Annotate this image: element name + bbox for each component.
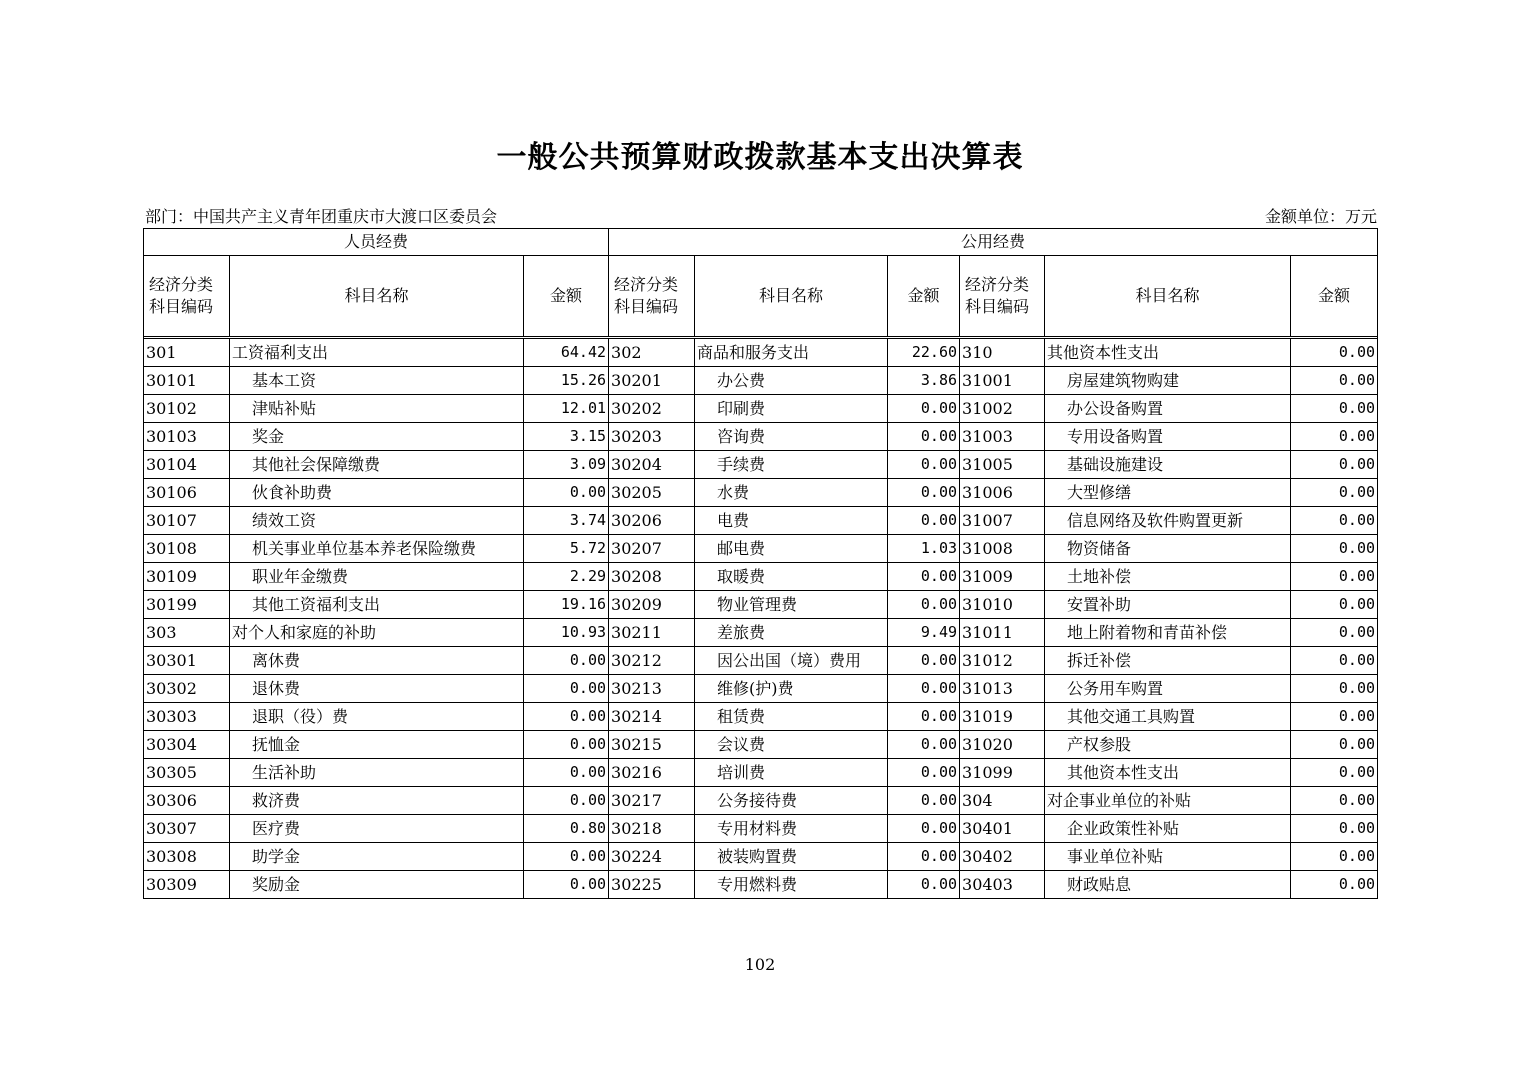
- amount-cell: 0.00: [1291, 339, 1378, 367]
- amount-cell: 0.00: [1291, 675, 1378, 703]
- code-cell: 30306: [144, 787, 230, 815]
- code-cell: 30103: [144, 423, 230, 451]
- amount-cell: 9.49: [888, 619, 960, 647]
- name-cell: 助学金: [230, 843, 524, 871]
- name-cell: 生活补助: [230, 759, 524, 787]
- code-cell: 30203: [609, 423, 695, 451]
- amount-cell: 3.74: [524, 507, 609, 535]
- code-cell: 31013: [960, 675, 1045, 703]
- name-cell: 物业管理费: [695, 591, 888, 619]
- table-row: [144, 787, 1378, 815]
- name-cell: 商品和服务支出: [695, 339, 888, 367]
- amount-cell: 3.86: [888, 367, 960, 395]
- unit-label: 金额单位：万元: [1264, 207, 1377, 226]
- name-cell: 基础设施建设: [1045, 451, 1291, 479]
- code-cell: 30101: [144, 367, 230, 395]
- table-row: [144, 535, 1378, 563]
- name-cell: 安置补助: [1045, 591, 1291, 619]
- code-cell: 310: [960, 339, 1045, 367]
- name-cell: 机关事业单位基本养老保险缴费: [230, 535, 524, 563]
- name-cell: 土地补偿: [1045, 563, 1291, 591]
- amount-cell: 0.00: [524, 703, 609, 731]
- name-cell: 手续费: [695, 451, 888, 479]
- name-cell: 差旅费: [695, 619, 888, 647]
- name-cell: 退职（役）费: [230, 703, 524, 731]
- name-cell: 工资福利支出: [230, 339, 524, 367]
- amount-cell: 0.00: [524, 871, 609, 899]
- code-cell: 31002: [960, 395, 1045, 423]
- code-cell: 31099: [960, 759, 1045, 787]
- amount-cell: 0.00: [1291, 843, 1378, 871]
- page-number: 102: [744, 955, 776, 974]
- name-cell: 印刷费: [695, 395, 888, 423]
- name-cell: 咨询费: [695, 423, 888, 451]
- amount-cell: 64.42: [524, 339, 609, 367]
- table-row: [144, 507, 1378, 535]
- amount-cell: 0.00: [1291, 871, 1378, 899]
- name-cell: 救济费: [230, 787, 524, 815]
- amount-cell: 0.00: [888, 787, 960, 815]
- name-cell: 邮电费: [695, 535, 888, 563]
- amount-cell: 1.03: [888, 535, 960, 563]
- name-cell: 地上附着物和青苗补偿: [1045, 619, 1291, 647]
- code-cell: 30202: [609, 395, 695, 423]
- amount-cell: 0.00: [1291, 815, 1378, 843]
- code-cell: 30303: [144, 703, 230, 731]
- name-cell: 专用设备购置: [1045, 423, 1291, 451]
- amount-cell: 0.00: [888, 479, 960, 507]
- amount-cell: 2.29: [524, 563, 609, 591]
- name-cell: 奖励金: [230, 871, 524, 899]
- code-cell: 30106: [144, 479, 230, 507]
- amount-cell: 0.00: [888, 591, 960, 619]
- amount-cell: 0.00: [524, 479, 609, 507]
- name-cell: 电费: [695, 507, 888, 535]
- header-code-3: 经济分类科目编码: [960, 256, 1045, 337]
- code-cell: 30107: [144, 507, 230, 535]
- name-cell: 医疗费: [230, 815, 524, 843]
- amount-cell: 0.00: [1291, 703, 1378, 731]
- code-cell: 30214: [609, 703, 695, 731]
- name-cell: 绩效工资: [230, 507, 524, 535]
- amount-cell: 10.93: [524, 619, 609, 647]
- code-cell: 301: [144, 339, 230, 367]
- name-cell: 公务用车购置: [1045, 675, 1291, 703]
- amount-cell: 0.00: [1291, 423, 1378, 451]
- name-cell: 专用燃料费: [695, 871, 888, 899]
- name-cell: 培训费: [695, 759, 888, 787]
- name-cell: 其他社会保障缴费: [230, 451, 524, 479]
- code-cell: 30217: [609, 787, 695, 815]
- amount-cell: 3.09: [524, 451, 609, 479]
- table-row: [144, 395, 1378, 423]
- code-cell: 31020: [960, 731, 1045, 759]
- name-cell: 物资储备: [1045, 535, 1291, 563]
- name-cell: 专用材料费: [695, 815, 888, 843]
- name-cell: 拆迁补偿: [1045, 647, 1291, 675]
- code-cell: 302: [609, 339, 695, 367]
- name-cell: 其他资本性支出: [1045, 759, 1291, 787]
- code-cell: 30225: [609, 871, 695, 899]
- amount-cell: 22.60: [888, 339, 960, 367]
- budget-table: [143, 228, 1378, 899]
- code-cell: 30109: [144, 563, 230, 591]
- amount-cell: 0.00: [1291, 759, 1378, 787]
- name-cell: 财政贴息: [1045, 871, 1291, 899]
- name-cell: 离休费: [230, 647, 524, 675]
- header-code-2: 经济分类科目编码: [609, 256, 695, 337]
- amount-cell: 0.00: [888, 675, 960, 703]
- table-row: [144, 563, 1378, 591]
- code-cell: 30401: [960, 815, 1045, 843]
- amount-cell: 0.00: [524, 843, 609, 871]
- table-row: [144, 703, 1378, 731]
- amount-cell: 0.00: [524, 787, 609, 815]
- header-amount-1: 金额: [524, 256, 609, 337]
- name-cell: 产权参股: [1045, 731, 1291, 759]
- header-amount-2: 金额: [888, 256, 960, 337]
- amount-cell: 0.00: [888, 423, 960, 451]
- code-cell: 30205: [609, 479, 695, 507]
- amount-cell: 12.01: [524, 395, 609, 423]
- name-cell: 伙食补助费: [230, 479, 524, 507]
- code-cell: 30403: [960, 871, 1045, 899]
- header-name-3: 科目名称: [1045, 256, 1291, 337]
- table-row: [144, 367, 1378, 395]
- code-cell: 31006: [960, 479, 1045, 507]
- table-row: [144, 815, 1378, 843]
- name-cell: 大型修缮: [1045, 479, 1291, 507]
- amount-cell: 0.00: [888, 563, 960, 591]
- code-cell: 31003: [960, 423, 1045, 451]
- code-cell: 30302: [144, 675, 230, 703]
- name-cell: 办公费: [695, 367, 888, 395]
- code-cell: 31001: [960, 367, 1045, 395]
- amount-cell: 0.00: [1291, 535, 1378, 563]
- amount-cell: 0.00: [1291, 507, 1378, 535]
- name-cell: 租赁费: [695, 703, 888, 731]
- code-cell: 30308: [144, 843, 230, 871]
- amount-cell: 0.00: [888, 703, 960, 731]
- department-label: 部门：中国共产主义青年团重庆市大渡口区委员会: [145, 207, 498, 226]
- table-row: [144, 759, 1378, 787]
- table-row: [144, 871, 1378, 899]
- name-cell: 津贴补贴: [230, 395, 524, 423]
- code-cell: 30108: [144, 535, 230, 563]
- code-cell: 31011: [960, 619, 1045, 647]
- amount-cell: 0.00: [1291, 647, 1378, 675]
- code-cell: 30304: [144, 731, 230, 759]
- name-cell: 被装购置费: [695, 843, 888, 871]
- code-cell: 30218: [609, 815, 695, 843]
- code-cell: 31005: [960, 451, 1045, 479]
- code-cell: 30207: [609, 535, 695, 563]
- table-row: [144, 731, 1378, 759]
- amount-cell: 0.00: [888, 871, 960, 899]
- code-cell: 30209: [609, 591, 695, 619]
- amount-cell: 5.72: [524, 535, 609, 563]
- code-cell: 30215: [609, 731, 695, 759]
- amount-cell: 19.16: [524, 591, 609, 619]
- code-cell: 30104: [144, 451, 230, 479]
- code-cell: 30102: [144, 395, 230, 423]
- table-row: [144, 843, 1378, 871]
- group-public: 公用经费: [609, 229, 1378, 256]
- header-amount-3: 金额: [1291, 256, 1378, 337]
- code-cell: 30201: [609, 367, 695, 395]
- code-cell: 30402: [960, 843, 1045, 871]
- amount-cell: 0.00: [524, 647, 609, 675]
- amount-cell: 0.00: [1291, 451, 1378, 479]
- amount-cell: 0.00: [524, 675, 609, 703]
- amount-cell: 0.00: [888, 759, 960, 787]
- amount-cell: 0.00: [1291, 731, 1378, 759]
- code-cell: 30204: [609, 451, 695, 479]
- group-personnel: 人员经费: [144, 229, 609, 256]
- amount-cell: 0.00: [1291, 787, 1378, 815]
- amount-cell: 0.00: [888, 507, 960, 535]
- code-cell: 30224: [609, 843, 695, 871]
- name-cell: 办公设备购置: [1045, 395, 1291, 423]
- code-cell: 304: [960, 787, 1045, 815]
- amount-cell: 0.00: [1291, 563, 1378, 591]
- table-row: [144, 591, 1378, 619]
- name-cell: 公务接待费: [695, 787, 888, 815]
- name-cell: 会议费: [695, 731, 888, 759]
- amount-cell: 0.00: [524, 731, 609, 759]
- code-cell: 30309: [144, 871, 230, 899]
- name-cell: 对个人和家庭的补助: [230, 619, 524, 647]
- code-cell: 31008: [960, 535, 1045, 563]
- amount-cell: 0.00: [1291, 479, 1378, 507]
- table-row: [144, 675, 1378, 703]
- name-cell: 维修(护)费: [695, 675, 888, 703]
- amount-cell: 0.00: [1291, 367, 1378, 395]
- code-cell: 31009: [960, 563, 1045, 591]
- header-code-1: 经济分类科目编码: [144, 256, 230, 337]
- name-cell: 企业政策性补贴: [1045, 815, 1291, 843]
- amount-cell: 0.00: [524, 759, 609, 787]
- name-cell: 事业单位补贴: [1045, 843, 1291, 871]
- code-cell: 31019: [960, 703, 1045, 731]
- name-cell: 职业年金缴费: [230, 563, 524, 591]
- amount-cell: 0.00: [888, 731, 960, 759]
- amount-cell: 0.80: [524, 815, 609, 843]
- name-cell: 抚恤金: [230, 731, 524, 759]
- code-cell: 30307: [144, 815, 230, 843]
- name-cell: 因公出国（境）费用: [695, 647, 888, 675]
- amount-cell: 0.00: [1291, 591, 1378, 619]
- name-cell: 水费: [695, 479, 888, 507]
- amount-cell: 0.00: [888, 843, 960, 871]
- table-row: [144, 339, 1378, 367]
- header-name-1: 科目名称: [230, 256, 524, 337]
- table-row: [144, 423, 1378, 451]
- name-cell: 奖金: [230, 423, 524, 451]
- amount-cell: 3.15: [524, 423, 609, 451]
- page-title: 一般公共预算财政拨款基本支出决算表: [496, 140, 1024, 175]
- table-row: [144, 619, 1378, 647]
- code-cell: 30206: [609, 507, 695, 535]
- amount-cell: 0.00: [888, 395, 960, 423]
- name-cell: 取暖费: [695, 563, 888, 591]
- name-cell: 对企事业单位的补贴: [1045, 787, 1291, 815]
- name-cell: 退休费: [230, 675, 524, 703]
- table-body: [144, 337, 1378, 899]
- amount-cell: 0.00: [888, 647, 960, 675]
- amount-cell: 0.00: [888, 451, 960, 479]
- code-cell: 31010: [960, 591, 1045, 619]
- code-cell: 30301: [144, 647, 230, 675]
- code-cell: 30208: [609, 563, 695, 591]
- amount-cell: 15.26: [524, 367, 609, 395]
- code-cell: 30212: [609, 647, 695, 675]
- code-cell: 31012: [960, 647, 1045, 675]
- code-cell: 30213: [609, 675, 695, 703]
- name-cell: 其他资本性支出: [1045, 339, 1291, 367]
- code-cell: 30305: [144, 759, 230, 787]
- name-cell: 其他交通工具购置: [1045, 703, 1291, 731]
- table-row: [144, 451, 1378, 479]
- amount-cell: 0.00: [1291, 619, 1378, 647]
- name-cell: 其他工资福利支出: [230, 591, 524, 619]
- code-cell: 30211: [609, 619, 695, 647]
- name-cell: 房屋建筑物购建: [1045, 367, 1291, 395]
- code-cell: 303: [144, 619, 230, 647]
- code-cell: 31007: [960, 507, 1045, 535]
- header-name-2: 科目名称: [695, 256, 888, 337]
- amount-cell: 0.00: [888, 815, 960, 843]
- name-cell: 基本工资: [230, 367, 524, 395]
- code-cell: 30199: [144, 591, 230, 619]
- amount-cell: 0.00: [1291, 395, 1378, 423]
- table-row: [144, 479, 1378, 507]
- table-row: [144, 647, 1378, 675]
- code-cell: 30216: [609, 759, 695, 787]
- name-cell: 信息网络及软件购置更新: [1045, 507, 1291, 535]
